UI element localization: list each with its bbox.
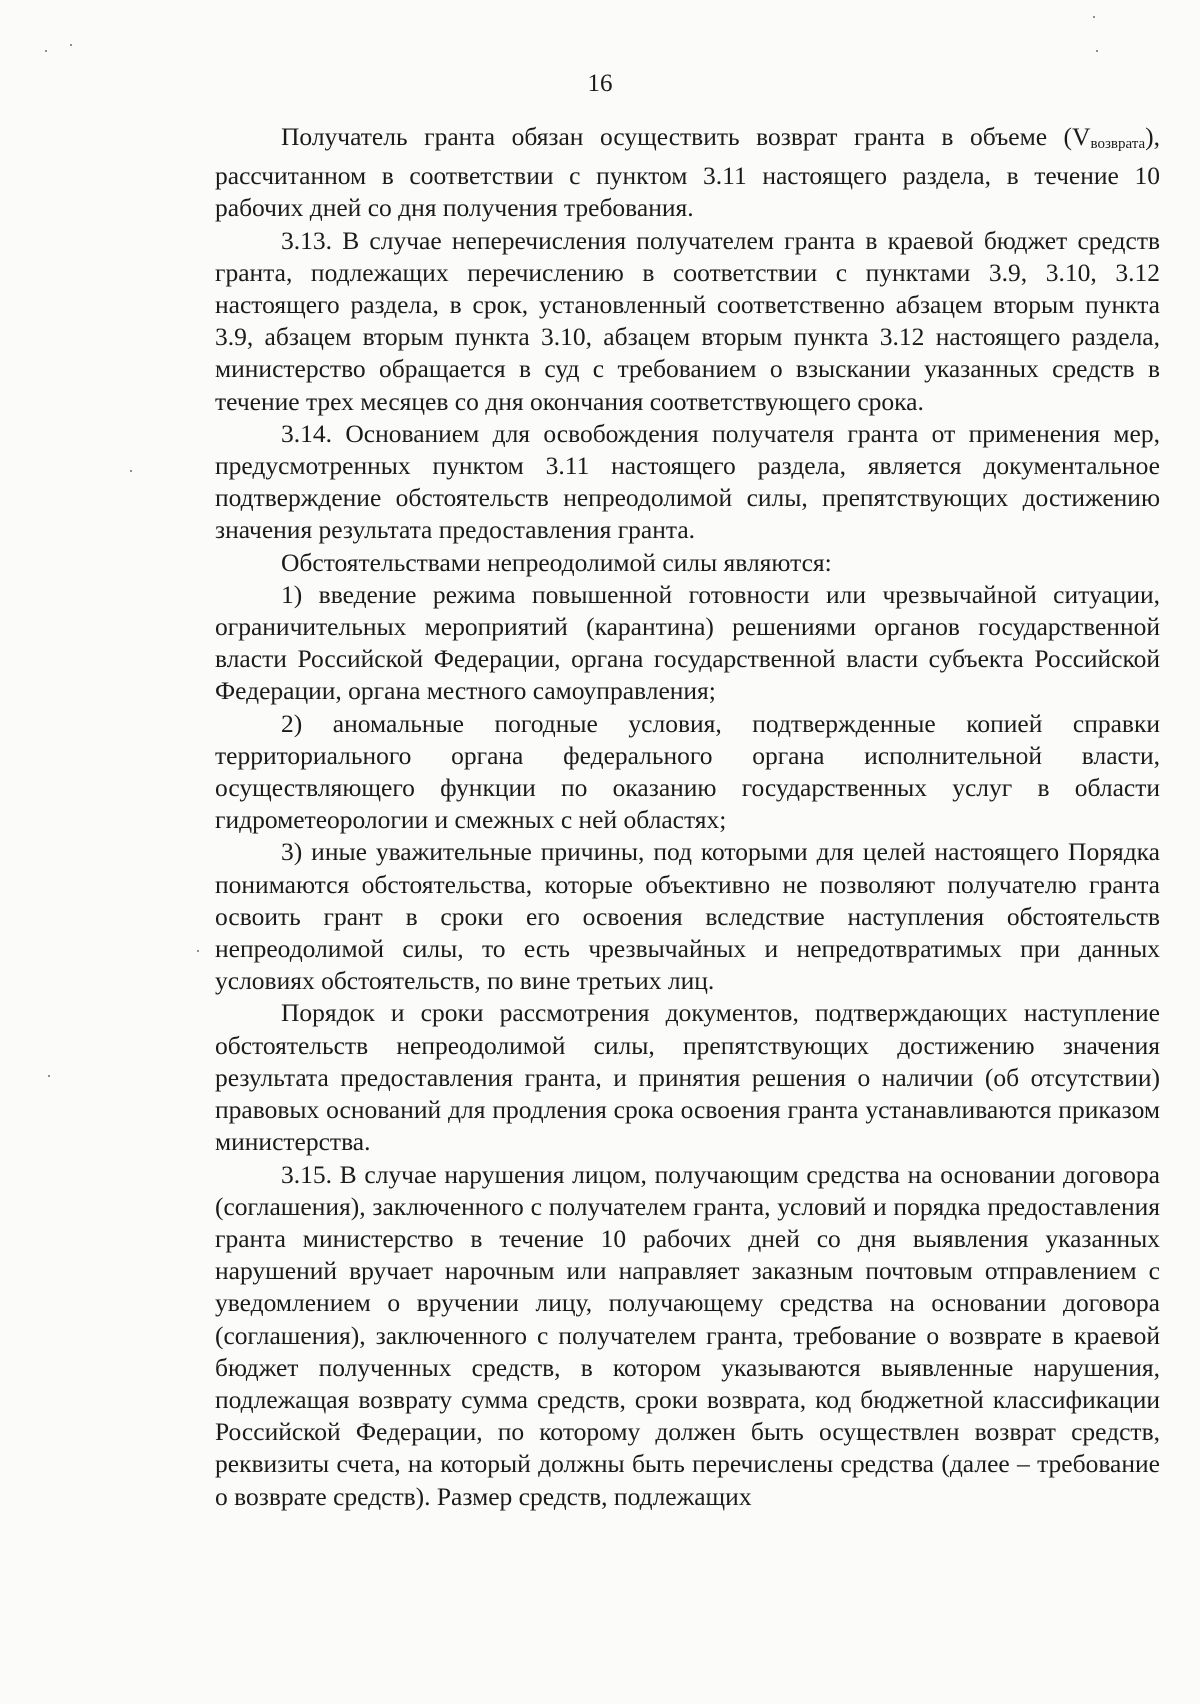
paragraph-3-15: 3.15. В случае нарушения лицом, получающим средства на основании договора (соглашения), заключенного с получателем гранта, условий и порядка предоставления гранта министерство в течение 10 рабочих дней со дня выявления указанных нарушений вручает нарочным или направляет заказным почтовым отправлением с уведомлением о вручении лицу, получающему средства на основании договора (соглашения), заключенного с получателем гранта, требование о возврате в краевой бюджет полученных средств, в котором указываются выявленные нарушения, подлежащая возврату сумма средств, сроки возврата, код бюджетной классификации Российской Федерации, по которому должен быть осуществлен возврат средств, реквизиты счета, на который должны быть перечислены средства (далее – требование о возврате средств). Размер средств, подлежащих [215,1159,1160,1511]
paragraph-3-13: 3.13. В случае неперечисления получателем гранта в краевой бюджет средств гранта, подлежащих перечислению в соответствии с пунктами 3.9, 3.10, 3.12 настоящего раздела, в срок, установленный соответственно абзацем вторым пункта 3.9, абзацем вторым пункта 3.10, абзацем вторым пункта 3.12 настоящего раздела, министерство обращается в суд с требованием о взыскании указанных средств в течение трех месяцев со дня окончания соответствующего срока. [215,225,1160,416]
scan-artifact [130,470,132,472]
scan-artifact [45,50,47,52]
paragraph-return-obligation: Получатель гранта обязан осуществить возврат гранта в объеме $(V_{возврата})$, рассчитанном в соответствии с пунктом 3.11 настоящего раздела, в течение 10 рабочих дней со дня получения требования. [215,122,1160,223]
list-item-3: 3) иные уважительные причины, под которыми для целей настоящего Порядка понимаются обстоятельства, которые объективно не позволяют получателю гранта освоить грант в сроки его освоения вследствие наступления обстоятельств непреодолимой силы, то есть чрезвычайных и непредотвратимых при данных условиях обстоятельств, по вине третьих лиц. [215,837,1160,996]
scan-artifact [1096,50,1098,52]
scan-artifact [48,1075,50,1077]
paragraph-3-14: 3.14. Основанием для освобождения получателя гранта от применения мер, предусмотренных пунктом 3.11 настоящего раздела, является документальное подтверждение обстоятельств непреодолимой силы, препятствующих достижению значения результата предоставления гранта. [215,418,1160,545]
scan-artifact [70,44,72,46]
volume-subscript: возврата [1090,136,1146,152]
document-body [215,121,1160,1513]
scan-artifact [197,950,199,952]
page-number: 16 [587,70,613,97]
list-item-1: 1) введение режима повышенной готовности или чрезвычайной ситуации, ограничительных мероприятий (карантина) решениями органов государственной власти Российской Федерации, органа государственной власти субъекта Российской Федерации, органа местного самоуправления; [215,579,1160,706]
paragraph-procedure-terms: Порядок и сроки рассмотрения документов, подтверждающих наступление обстоятельств непреодолимой силы, препятствующих достижению значения результата предоставления гранта, и принятия решения о наличии (об отсутствии) правовых оснований для продления срока освоения гранта устанавливаются приказом министерства. [215,998,1160,1157]
scan-artifact [1093,16,1095,18]
paragraph-force-majeure-intro: Обстоятельствами непреодолимой силы являются: [281,547,832,577]
list-item-2: 2) аномальные погодные условия, подтвержденные копией справки территориального органа федерального органа исполнительной власти, осуществляющего функции по оказанию государственных услуг в области гидрометеорологии и смежных с ней областях; [215,708,1160,835]
